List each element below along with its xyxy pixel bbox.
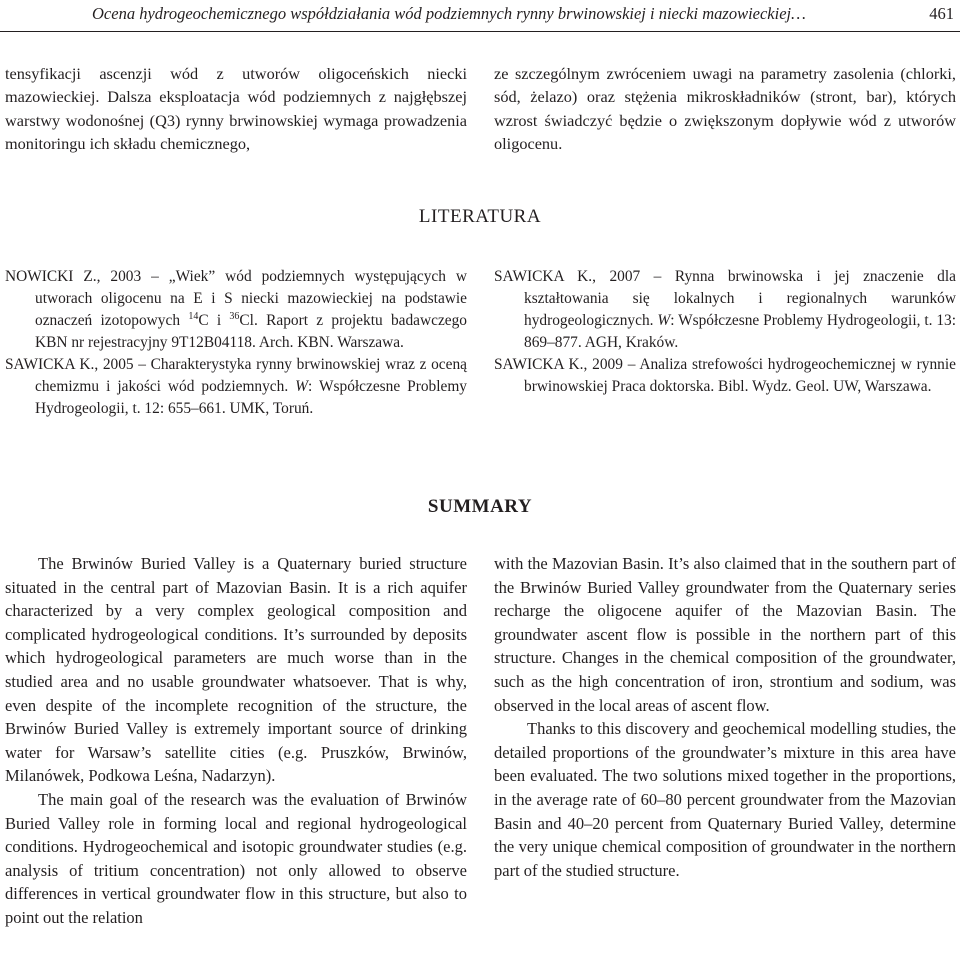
reference-item: SAWICKA K., 2005 – Charakterystyka rynny brwinowskiej wraz z oceną chemizmu i jakości wód podziemnych. W: Współczesne Problemy Hydrogeologii, t. 12: 655–661. UMK, Toruń.: [5, 356, 468, 417]
summary-paragraph-3: Thanks to this discovery and geochemical modelling studies, the detailed proportions of the groundwater’s mixture in this area have been evaluated. The two solutions mixed together in the proportions, in the average rate of 60–80 percent groundwater from the Mazovian Basin and 40–20 percent from Quaternary Buried Valley, determine the very unique chemical composition of groundwater in the northern part of the studied structure.: [494, 719, 956, 880]
summary-paragraph-1: The Brwinów Buried Valley is a Quaternary buried structure situated in the central part of Mazovian Basin. It is a rich aquifer characterized by a very complex geological composition and complicated hydrogeological conditions. It’s surrounded by deposits which hydrogeological parameters are much worse than in the studied area and no usable groundwater whatsoever. That is why, even despite of the incomplete recognition of the structure, the Brwinów Buried Valley is extremely important source of drinking water for Warsaw’s satellite cities (e.g. Pruszków, Brwinów, Milanówek, Podkowa Leśna, Nadarzyn).: [5, 554, 467, 786]
intro-right-text: ze szczególnym zwróceniem uwagi na parametry zasolenia (chlorki, sód, żelazo) oraz stężenia mikroskładników (stront, bar), których wzrost świadczyć będzie o zwiększonym dopływie wód z utworów oligocenu.: [494, 64, 956, 153]
references-left-column: [5, 266, 467, 420]
intro-right-column: [494, 62, 956, 155]
summary-paragraph-2: The main goal of the research was the evaluation of Brwinów Buried Valley role in forming local and regional hydrogeological conditions. Hydrogeochemical and isotopic groundwater studies (e.g. analysis of tritium concentration) not only allowed to observe differences in vertical groundwater flow in this structure, but also to point out the relation: [5, 789, 467, 927]
reference-item: SAWICKA K., 2009 – Analiza strefowości hydrogeochemicznej w rynnie brwinowskiej Praca doktorska. Bibl. Wydz. Geol. UW, Warszawa.: [494, 356, 956, 395]
summary-heading: SUMMARY: [427, 496, 533, 517]
running-title: Ocena hydrogeochemicznego współdziałania wód podziemnych rynny brwinowskiej i niecki mazowieckiej…: [92, 4, 806, 23]
reference-item: SAWICKA K., 2007 – Rynna brwinowska i jej znaczenie dla kształtowania się lokalnych i regionalnych warunków hydrogeologicznych. W: Współczesne Problemy Hydrogeologii, t. 13: 869–877. AGH, Kraków.: [494, 268, 956, 351]
summary-paragraph-2-continued: with the Mazovian Basin. It’s also claimed that in the southern part of the Brwinów Buried Valley groundwater from the Quaternary series recharge the oligocene aquifer of the Mazovian Basin. The groundwater ascent flow is possible in the northern part of this structure. Changes in the chemical composition of the groundwater, such as the high concentration of iron, strontium and sodium, was observed in the local areas of ascent flow.: [494, 554, 956, 715]
header-rule: [0, 31, 960, 32]
references-right-column: [494, 266, 956, 398]
intro-left-column: [5, 62, 467, 155]
running-header: [0, 0, 960, 34]
literatura-heading: LITERATURA: [418, 206, 542, 227]
page-number: 461: [929, 4, 954, 23]
summary-left-column: [5, 552, 467, 930]
summary-right-column: [494, 552, 956, 882]
reference-item: NOWICKI Z., 2003 – „Wiek” wód podziemnych występujących w utworach oligocenu na E i S niecki mazowieckiej na podstawie oznaczeń izotopowych $^{14}$C i $^{36}$Cl. Raport z projektu badawczego KBN nr rejestracyjny 9T12B04118. Arch. KBN. Warszawa.: [5, 268, 468, 351]
intro-left-text: tensyfikacji ascenzji wód z utworów oligoceńskich niecki mazowieckiej. Dalsza eksploatacja wód podziemnych z najgłębszej warstwy wodonośnej (Q3) rynny brwinowskiej wymaga prowadzenia monitoringu ich składu chemicznego,: [5, 64, 467, 153]
